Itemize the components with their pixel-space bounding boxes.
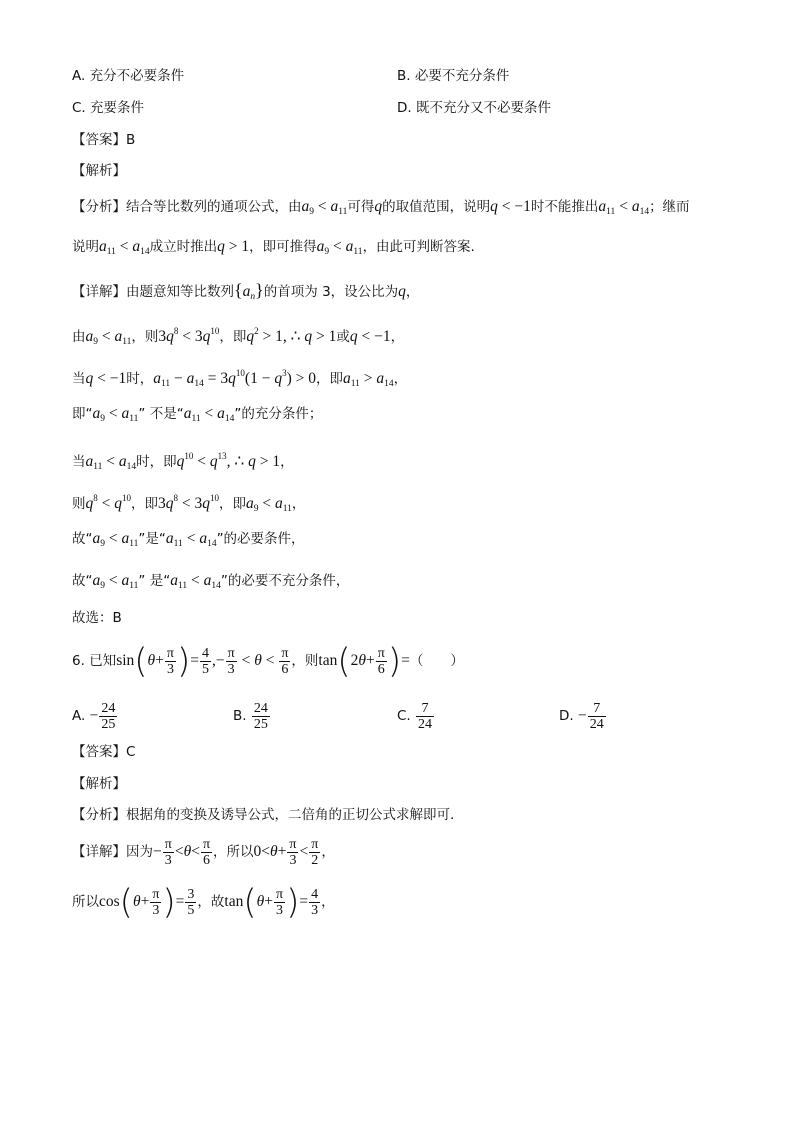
answer-tag: 【答案】 <box>72 744 126 760</box>
math-expr: $a_{11} < a_{14}$ <box>85 453 137 472</box>
detail-tag: 【详解】 <box>72 284 126 300</box>
math-expr: $a_9 < a_{11}$ <box>316 238 363 257</box>
math-q: q <box>398 283 406 300</box>
math-expr: $a_9 < a_{11}$ <box>92 572 139 591</box>
math-expr: $a_{11} < a_{14}$ <box>183 405 235 424</box>
text: 说明 <box>72 239 99 255</box>
text: 结合等比数列的通项公式，由 <box>126 199 302 215</box>
detail-line-2 <box>72 322 404 351</box>
math-expr: q > 1 <box>217 238 250 255</box>
text: ，即可推得 <box>249 239 317 255</box>
text: ， <box>321 894 335 910</box>
choose-line: 故选：B <box>72 610 122 626</box>
option-label: A. <box>72 708 86 724</box>
fenxi-tag: 【分析】 <box>72 807 126 823</box>
text: 则 <box>72 496 86 512</box>
math-q: q <box>374 198 383 215</box>
text: ，故 <box>197 894 225 910</box>
text: ， <box>390 329 405 345</box>
detail-line-3 <box>72 364 407 393</box>
detail-line-7 <box>72 530 305 553</box>
option-label: C. <box>397 708 411 724</box>
text: ”是“ <box>138 531 166 547</box>
option-label: B. <box>233 708 247 724</box>
detail-line-6 <box>72 489 305 518</box>
math-expr: tan(θ+ $\frac{\pi}{3}$ )= $\frac{4}{3}$ <box>224 882 319 923</box>
math-expr: 0<θ+ $\frac{\pi}{3}$ < $\frac{\pi}{2}$ <box>253 836 319 868</box>
detail-line-5 <box>72 447 294 476</box>
q6-stem <box>72 641 464 682</box>
q6-fenxi-line <box>72 806 454 824</box>
text: ，由此可判断答案. <box>362 239 475 255</box>
option-c-label: C. <box>72 100 86 116</box>
option-a-label: A. <box>72 68 86 84</box>
answer-value: C <box>126 744 136 760</box>
text: 所以 <box>72 894 99 910</box>
text: ，则 <box>131 329 159 345</box>
math-expr: $a_{11} < a_{14}$ <box>598 198 650 217</box>
text: 故“ <box>72 531 93 547</box>
question-number: 6. <box>72 653 85 669</box>
text: 根据角的变换及诱导公式，二倍角的正切公式求解即可. <box>126 807 455 823</box>
q6-option-d <box>559 698 607 734</box>
text: ， <box>405 284 420 300</box>
detail-line-8 <box>72 572 349 595</box>
answer-blank: （ ） <box>409 653 464 669</box>
detail-line-4 <box>72 405 322 428</box>
option-c-text: 充要条件 <box>90 100 145 116</box>
text: 的取值范围，说明 <box>382 199 491 215</box>
math-expr: q < −1 <box>85 370 127 387</box>
math-expr: $3q^8 < 3q^{10}$ <box>158 326 220 345</box>
detail-tag: 【详解】 <box>72 844 126 860</box>
text: 或 <box>336 329 350 345</box>
option-b <box>397 67 509 85</box>
option-d-text: 既不充分又不必要条件 <box>415 100 551 116</box>
math-expr: $q^8 < q^{10}$ <box>85 493 131 512</box>
text: ”的必要条件， <box>216 531 305 547</box>
option-value: − $\frac{24}{25}$ <box>89 700 116 732</box>
math-expr: $a_9 < a_{11}$ <box>92 530 139 549</box>
math-expr: $a_{11} < a_{14}$ <box>170 572 221 591</box>
text: ，即 <box>316 371 343 387</box>
text: ” 不是“ <box>138 406 184 422</box>
text: 因为 <box>126 844 153 860</box>
analysis-heading: 【解析】 <box>72 163 126 179</box>
text: 由 <box>72 329 86 345</box>
text: 由题意知等比数列 <box>126 284 234 300</box>
answer-value: B <box>126 132 136 148</box>
option-d-label: D. <box>397 100 412 116</box>
option-d <box>397 99 551 117</box>
text: ， <box>321 844 335 860</box>
math-expr: cos(θ+ $\frac{\pi}{3}$ )= $\frac{3}{5}$ <box>99 882 195 923</box>
text: ， <box>280 454 294 470</box>
math-expr: $\{a_n\}$ <box>234 280 264 302</box>
detail-line-1 <box>72 281 419 306</box>
q6-option-b <box>233 698 271 734</box>
fenxi-line-2 <box>72 238 475 261</box>
q6-answer-line <box>72 743 135 761</box>
answer-tag: 【答案】 <box>72 132 126 148</box>
math-expr: q < −1 <box>349 328 391 345</box>
text: ， <box>291 496 306 512</box>
option-a <box>72 67 184 85</box>
option-b-text: 必要不充分条件 <box>414 68 510 84</box>
text: ；继而 <box>649 199 690 215</box>
math-expr: $q^2 > 1$, ∴ q > 1 <box>246 326 337 345</box>
text: ，即 <box>219 496 246 512</box>
fenxi-tag: 【分析】 <box>72 199 126 215</box>
text: ”的必要不充分条件， <box>220 573 350 589</box>
q6-option-a <box>72 698 118 734</box>
math-expr: $a_{11} > a_{14}$ <box>343 370 394 389</box>
q6-detail-line-2 <box>72 882 335 923</box>
math-expr: $q^{10} < q^{13}$, ∴ q > 1 <box>176 451 281 470</box>
text: 成立时推出 <box>149 239 218 255</box>
option-a-text: 充分不必要条件 <box>89 68 185 84</box>
text: 已知 <box>89 653 117 669</box>
math-expr: $3q^8 < 3q^{10}$ <box>158 493 219 512</box>
math-expr: sin(θ+ $\frac{\pi}{3}$ )= $\frac{4}{5}$ ,− $\frac{\pi}{3}$ < θ < $\frac{\pi}{6}$ <box>116 641 289 682</box>
math-expr: tan(2θ+ $\frac{\pi}{6}$ )= <box>318 641 410 682</box>
option-label: D. <box>559 708 574 724</box>
text: 时， <box>126 371 154 387</box>
math-expr: − $\frac{\pi}{3}$ <θ< $\frac{\pi}{6}$ <box>153 836 211 868</box>
math-expr: $a_{11} < a_{14}$ <box>99 238 150 257</box>
q6-detail-line-1 <box>72 834 335 870</box>
math-expr: $a_9 < a_{11}$ <box>85 328 132 347</box>
text: 即“ <box>72 406 93 422</box>
text: ” 是“ <box>138 573 171 589</box>
text: ，所以 <box>213 844 254 860</box>
math-expr: $a_{11} - a_{14} = 3q^{10}(1 - q^3) > 0$ <box>153 368 316 389</box>
option-b-label: B. <box>397 68 411 84</box>
text: 当 <box>72 371 86 387</box>
text: ， <box>393 371 408 387</box>
math-expr: $a_{11} < a_{14}$ <box>165 530 217 549</box>
text: ，即 <box>131 496 158 512</box>
option-value: $\frac{7}{24}$ <box>418 700 433 732</box>
math-expr: $a_9 < a_{11}$ <box>92 405 139 424</box>
option-value: − $\frac{7}{24}$ <box>577 700 604 732</box>
answer-line <box>72 131 135 149</box>
math-expr: q < −1 <box>490 198 531 215</box>
text: ，则 <box>291 653 319 669</box>
text: 时不能推出 <box>530 199 599 215</box>
text: 时，即 <box>136 454 177 470</box>
q6-analysis-heading: 【解析】 <box>72 776 126 792</box>
text: ”的充分条件； <box>234 406 323 422</box>
text: 当 <box>72 454 86 470</box>
text: 故“ <box>72 573 93 589</box>
math-expr: $a_9 < a_{11}$ <box>246 495 292 514</box>
text: ，即 <box>219 329 247 345</box>
text: 可得 <box>347 199 375 215</box>
fenxi-line-1 <box>72 198 690 221</box>
math-expr: $a_9 < a_{11}$ <box>301 198 348 217</box>
option-value: $\frac{24}{25}$ <box>253 700 268 732</box>
q6-option-c <box>397 698 435 734</box>
option-c <box>72 99 144 117</box>
text: 的首项为 3，设公比为 <box>263 284 399 300</box>
